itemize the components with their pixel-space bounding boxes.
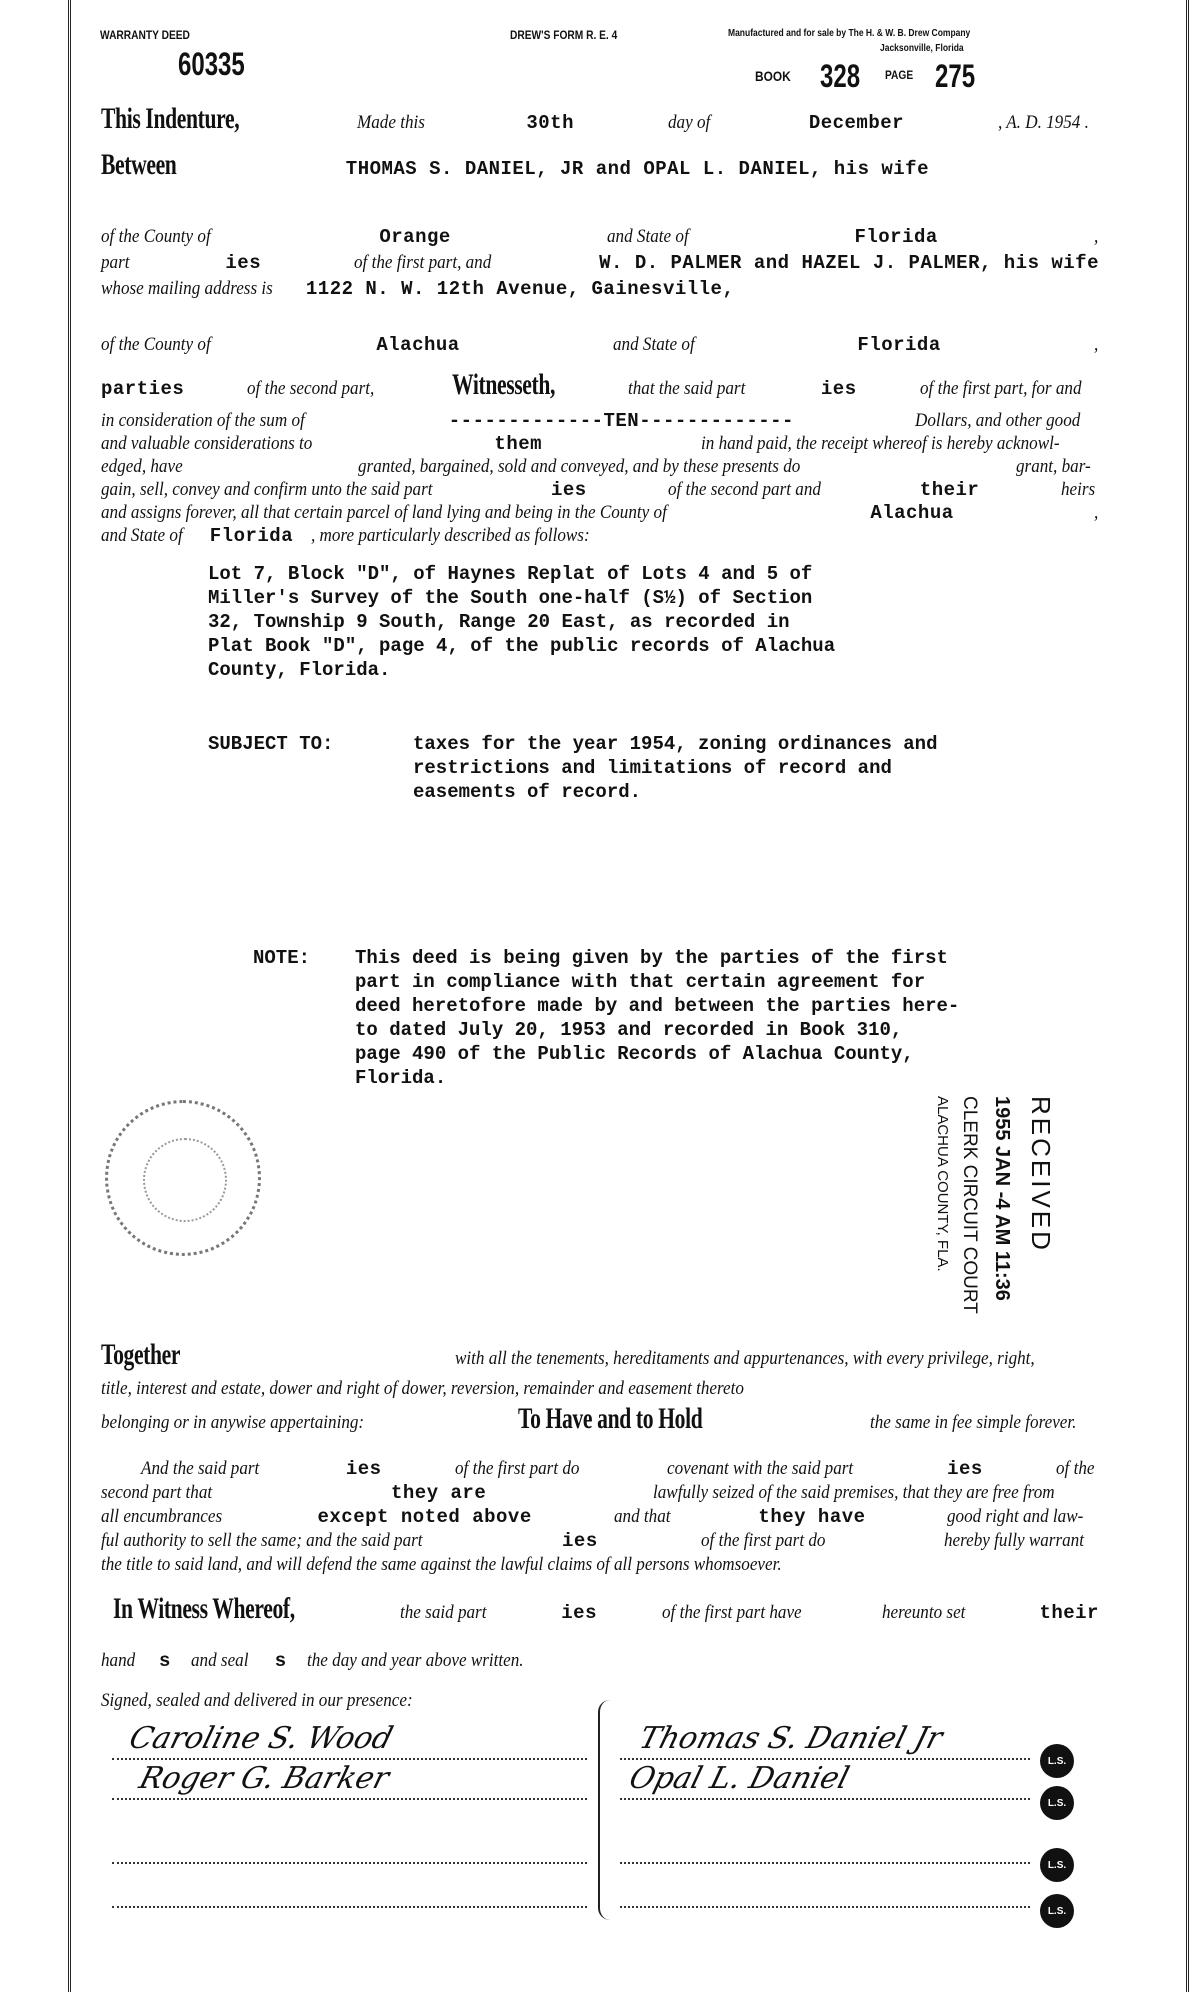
grantor-signature-2: Opal L. Daniel — [625, 1761, 853, 1796]
printed-text: of the second part and — [668, 479, 822, 500]
printed-text: covenant with the said part — [666, 1458, 853, 1479]
form-name: DREW'S FORM R. E. 4 — [510, 28, 618, 42]
witness-signature-2: Roger G. Barker — [135, 1761, 393, 1796]
typed-entry: 1122 N. W. 12th Avenue, Gainesville, — [305, 278, 735, 300]
typed-entry: s — [274, 1650, 287, 1672]
blackletter-heading: Witnesseth, — [451, 368, 555, 401]
typed-entry: except noted above — [317, 1506, 532, 1528]
printed-text: Made this — [356, 112, 425, 133]
line-covenant4 — [101, 1530, 1099, 1552]
printed-text: second part that — [101, 1482, 213, 1503]
typed-entry: -------------TEN------------- — [448, 410, 794, 432]
grantor-line — [620, 1758, 1030, 1760]
line-covenant1 — [101, 1458, 1099, 1480]
line-title — [101, 1378, 1099, 1400]
witness-signature-1: Caroline S. Wood — [125, 1721, 397, 1756]
printed-text: in hand paid, the receipt whereof is hereby acknowl- — [700, 433, 1060, 454]
line-witnesseth — [101, 370, 1099, 400]
line-consideration — [101, 410, 1099, 432]
subject-to-label: SUBJECT TO: — [208, 733, 334, 755]
grantor-signature-1: Thomas S. Daniel Jr — [635, 1721, 947, 1756]
grantor-line — [620, 1862, 1030, 1864]
subject-to-text: taxes for the year 1954, zoning ordinances and restrictions and limitations of record and easements of record. — [413, 733, 938, 803]
stamp-date: 1955 JAN -4 AM 11:36 — [991, 1096, 1013, 1301]
grantor-line — [620, 1798, 1030, 1800]
printed-text: and State of — [607, 226, 689, 247]
grantor-line — [620, 1906, 1030, 1908]
printed-text: of the County of — [101, 334, 211, 355]
blackletter-heading: Together — [101, 1338, 181, 1371]
left-border — [68, 0, 71, 1992]
printed-text: with all the tenements, hereditaments and appurtenances, with every privilege, right, — [454, 1348, 1035, 1369]
printed-text: , more particularly described as follows: — [311, 525, 590, 546]
witness-line — [112, 1758, 587, 1760]
line-hand — [101, 1650, 1099, 1672]
printed-text: the title to said land, and will defend the same against the lawful claims of all persons whomsoever. — [101, 1554, 782, 1575]
printed-text: day of — [667, 112, 711, 133]
line-covenant5 — [101, 1554, 1099, 1576]
printed-text: granted, bargained, sold and conveyed, and by these presents do — [358, 456, 801, 477]
line-grantor-county — [101, 226, 1099, 248]
printed-text: and State of — [101, 525, 183, 546]
form-type: WARRANTY DEED — [100, 28, 190, 42]
line-belonging — [101, 1404, 1099, 1434]
line-mailing — [101, 278, 1099, 300]
typed-entry: Alachua — [376, 334, 460, 356]
typed-entry: Florida — [209, 525, 294, 547]
line-indenture — [101, 104, 1099, 134]
line-gain — [101, 479, 1099, 501]
blackletter-heading: In Witness Whereof, — [113, 1592, 295, 1625]
note-text: This deed is being given by the parties of the first part in compliance with that certain agreement for deed heretofore made by and between the parties here- to dated July 20, 1953 and recorded in Book 310, page 490 of the Public Records of Alachua County, Florida. — [355, 947, 960, 1089]
printed-text: and that — [613, 1506, 671, 1527]
printed-text: heirs — [1060, 479, 1096, 500]
line-between — [101, 150, 1099, 180]
typed-entry: they are — [391, 1482, 487, 1504]
typed-entry: parties — [101, 378, 185, 400]
printed-text: hereby fully warrant — [943, 1530, 1084, 1551]
line-valuable — [101, 433, 1099, 455]
blackletter-heading: Between — [101, 148, 177, 181]
line-grantee-county — [101, 334, 1099, 356]
typed-entry: THOMAS S. DANIEL, JR and OPAL L. DANIEL, his wife — [345, 158, 929, 180]
ls-seal-icon: L.S. — [1040, 1744, 1074, 1778]
stamp-county: ALACHUA COUNTY, FLA. — [934, 1096, 951, 1272]
ls-seal-icon: L.S. — [1040, 1848, 1074, 1882]
line-assigns — [101, 502, 1099, 524]
line-covenant3 — [101, 1506, 1099, 1528]
typed-entry: Orange — [379, 226, 451, 248]
note-label: NOTE: — [253, 947, 311, 969]
stamp-office: CLERK CIRCUIT COURT — [959, 1096, 980, 1314]
line-together — [101, 1340, 1099, 1370]
signature-bracket — [598, 1700, 614, 1920]
printed-text: , — [1094, 502, 1099, 523]
printed-text: title, interest and estate, dower and right of dower, reversion, remainder and easement thereto — [101, 1378, 744, 1399]
blackletter-heading: This Indenture, — [101, 102, 240, 135]
printed-text: , — [1094, 334, 1099, 355]
printed-text: hereunto set — [881, 1602, 966, 1623]
typed-entry: their — [919, 479, 980, 501]
printed-text: Dollars, and other good — [915, 410, 1081, 431]
recording-stamp — [930, 1096, 1060, 1328]
typed-entry: s — [159, 1650, 171, 1672]
typed-entry: they have — [758, 1506, 866, 1528]
printed-text: and State of — [613, 334, 695, 355]
typed-entry: W. D. PALMER and HAZEL J. PALMER, his wife — [599, 252, 1099, 274]
blackletter-heading: To Have and to Hold — [518, 1402, 703, 1435]
printed-text: And the said part — [141, 1458, 260, 1479]
typed-entry: ies — [561, 1602, 597, 1624]
typed-entry: ies — [345, 1458, 382, 1480]
typed-entry: their — [1039, 1602, 1099, 1624]
line-state — [101, 525, 1099, 547]
printed-text: of the first part do — [455, 1458, 580, 1479]
witness-line — [112, 1906, 587, 1908]
book-number: 328 — [820, 58, 861, 94]
printed-text: of the County of — [101, 226, 211, 247]
printed-text: gain, sell, convey and confirm unto the said part — [101, 479, 433, 500]
typed-entry: 30th — [526, 112, 574, 134]
book-label: BOOK — [755, 68, 791, 84]
typed-entry: them — [494, 433, 543, 455]
printed-text: the said part — [400, 1602, 487, 1623]
printed-text: part — [101, 252, 130, 273]
stamp-received: RECEIVED — [1026, 1096, 1056, 1253]
printed-text: of the first part, and — [353, 252, 492, 273]
printed-text: and assigns forever, all that certain parcel of land lying and being in the County of — [101, 502, 667, 523]
typed-entry: ies — [820, 378, 857, 400]
printed-text: that the said part — [627, 378, 745, 399]
line-grantee — [101, 252, 1099, 274]
legal-description: Lot 7, Block "D", of Haynes Replat of Lots 4 and 5 of Miller's Survey of the South one-half (S½) of Section 32, Township 9 South, Range 20 East, as recorded in Plat Book "D", page 4, of the public records of Alachua County, Florida. — [208, 563, 836, 681]
witness-line — [112, 1798, 587, 1800]
typed-entry: Alachua — [870, 502, 954, 524]
printed-text: of the second part, — [247, 378, 375, 399]
instrument-number: 60335 — [178, 46, 245, 82]
typed-entry: ies — [562, 1530, 598, 1552]
typed-entry: ies — [947, 1458, 983, 1480]
printed-text: good right and law- — [947, 1506, 1084, 1527]
printed-text: in consideration of the sum of — [101, 410, 305, 431]
typed-entry: ies — [225, 252, 262, 274]
printed-text: all encumbrances — [101, 1506, 223, 1527]
printed-text: of the — [1056, 1458, 1095, 1479]
printed-text: , — [1094, 226, 1099, 247]
printed-text: ful authority to sell the same; and the said part — [101, 1530, 423, 1551]
typed-entry: ies — [550, 479, 587, 501]
printed-text: of the first part have — [661, 1602, 802, 1623]
printed-text: the day and year above written. — [306, 1650, 524, 1671]
typed-entry: December — [808, 112, 905, 134]
manufacturer-city: Jacksonville, Florida — [880, 43, 964, 54]
page-number: 275 — [935, 58, 976, 94]
page-label: PAGE — [885, 68, 914, 82]
typed-entry: Florida — [854, 226, 938, 248]
right-border — [1186, 0, 1189, 1992]
line-witness — [101, 1594, 1099, 1624]
printed-text: Signed, sealed and delivered in our presence: — [101, 1690, 413, 1711]
manufacturer: Manufactured and for sale by The H. & W. B. Drew Company — [728, 28, 971, 39]
line-covenant2 — [101, 1482, 1099, 1504]
printed-text: and valuable considerations to — [101, 433, 313, 454]
printed-text: hand — [101, 1650, 136, 1671]
ls-seal-icon: L.S. — [1040, 1894, 1074, 1928]
printed-text: and seal — [190, 1650, 249, 1671]
typed-entry: Florida — [857, 334, 941, 356]
embossed-seal — [105, 1100, 261, 1256]
line-edged — [101, 456, 1099, 478]
printed-text: the same in fee simple forever. — [869, 1412, 1077, 1433]
printed-text: grant, bar- — [1015, 456, 1091, 477]
printed-text: edged, have — [101, 456, 183, 477]
printed-text: whose mailing address is — [101, 278, 273, 299]
printed-text: lawfully seized of the said premises, that they are free from — [652, 1482, 1055, 1503]
ls-seal-icon: L.S. — [1040, 1786, 1074, 1820]
printed-text: of the first part do — [701, 1530, 826, 1551]
witness-line — [112, 1862, 587, 1864]
printed-text: of the first part, for and — [919, 378, 1082, 399]
printed-text: , A. D. 1954 . — [997, 112, 1089, 133]
printed-text: belonging or in anywise appertaining: — [101, 1412, 365, 1433]
